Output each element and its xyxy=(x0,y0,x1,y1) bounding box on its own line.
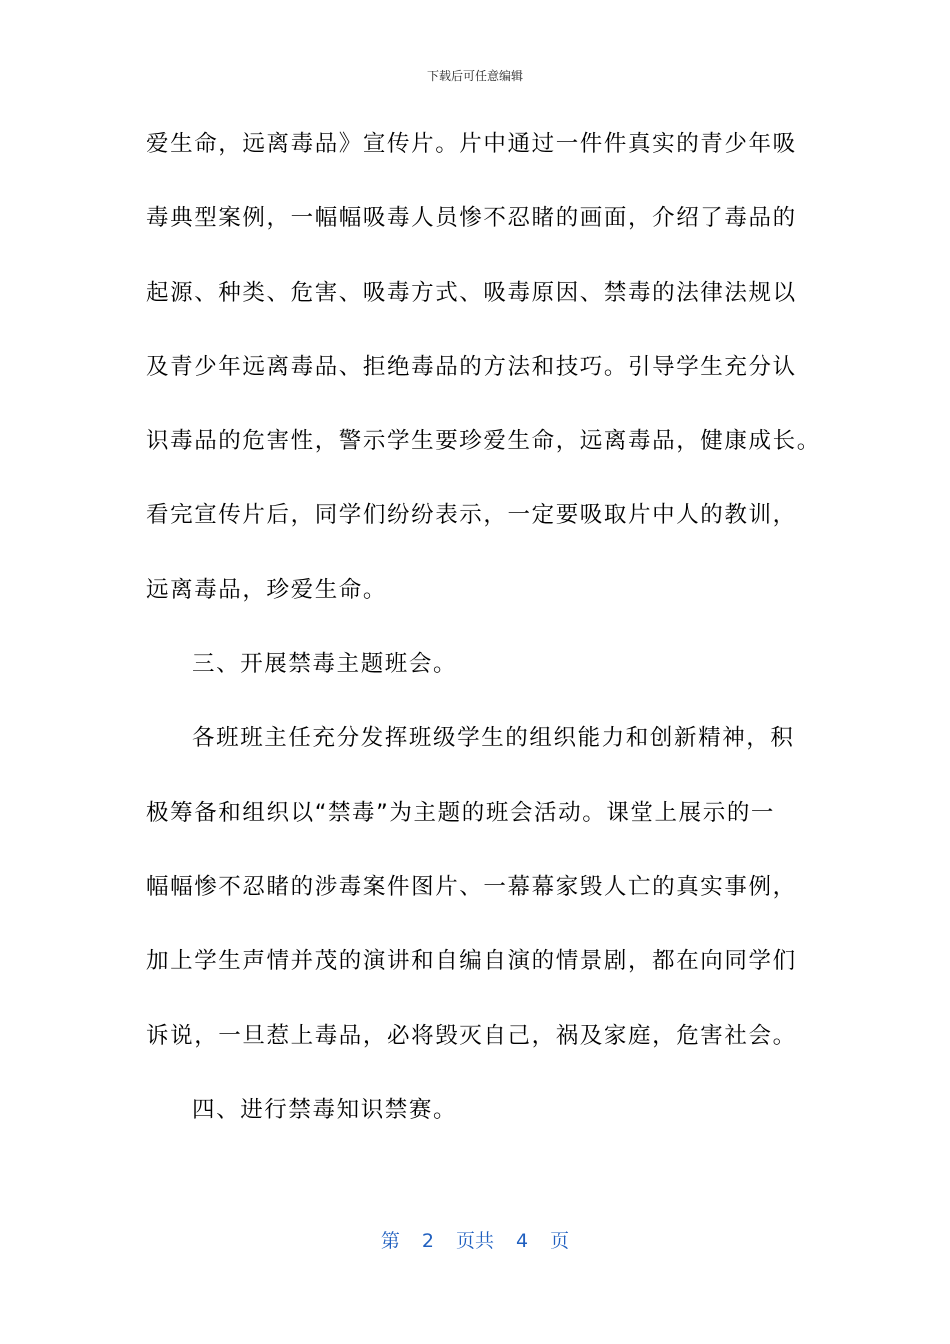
paragraph-line: 识毒品的危害性，警示学生要珍爱生命，远离毒品，健康成长。 xyxy=(146,428,821,455)
page-current: 2 xyxy=(421,1230,434,1252)
page-prefix: 第 xyxy=(380,1230,400,1252)
section-heading: 三、开展禁毒主题班会。 xyxy=(192,651,458,678)
page-middle: 页共 xyxy=(455,1230,494,1252)
paragraph-line: 加上学生声情并茂的演讲和自编自演的情景剧，都在向同学们 xyxy=(146,948,797,975)
paragraph-line: 极筹备和组织以“禁毒”为主题的班会活动。课堂上展示的一 xyxy=(146,799,776,826)
paragraph-line: 爱生命，远离毒品》宣传片。片中通过一件件真实的青少年吸 xyxy=(146,131,797,157)
paragraph-line: 看完宣传片后，同学们纷纷表示，一定要吸取片中人的教训， xyxy=(146,502,797,529)
header-note: 下载后可任意编辑 xyxy=(426,69,523,83)
paragraph-line: 各班班主任充分发挥班级学生的组织能力和创新精神，积 xyxy=(192,725,795,752)
page-total: 4 xyxy=(516,1230,529,1252)
page-suffix: 页 xyxy=(550,1230,570,1252)
section-heading: 四、进行禁毒知识禁赛。 xyxy=(192,1096,458,1123)
paragraph-line: 起源、种类、危害、吸毒方式、吸毒原因、禁毒的法律法规以 xyxy=(146,279,797,306)
document-body xyxy=(146,124,821,1164)
paragraph-line: 及青少年远离毒品、拒绝毒品的方法和技巧。引导学生充分认 xyxy=(146,353,797,380)
paragraph-line: 诉说，一旦惹上毒品，必将毁灭自己，祸及家庭，危害社会。 xyxy=(146,1022,797,1049)
paragraph-line: 远离毒品，珍爱生命。 xyxy=(146,576,388,603)
page-number-footer xyxy=(0,1226,950,1253)
paragraph-line: 毒典型案例，一幅幅吸毒人员惨不忍睹的画面，介绍了毒品的 xyxy=(146,205,797,232)
paragraph-line: 幅幅惨不忍睹的涉毒案件图片、一幕幕家毁人亡的真实事例， xyxy=(146,873,797,900)
